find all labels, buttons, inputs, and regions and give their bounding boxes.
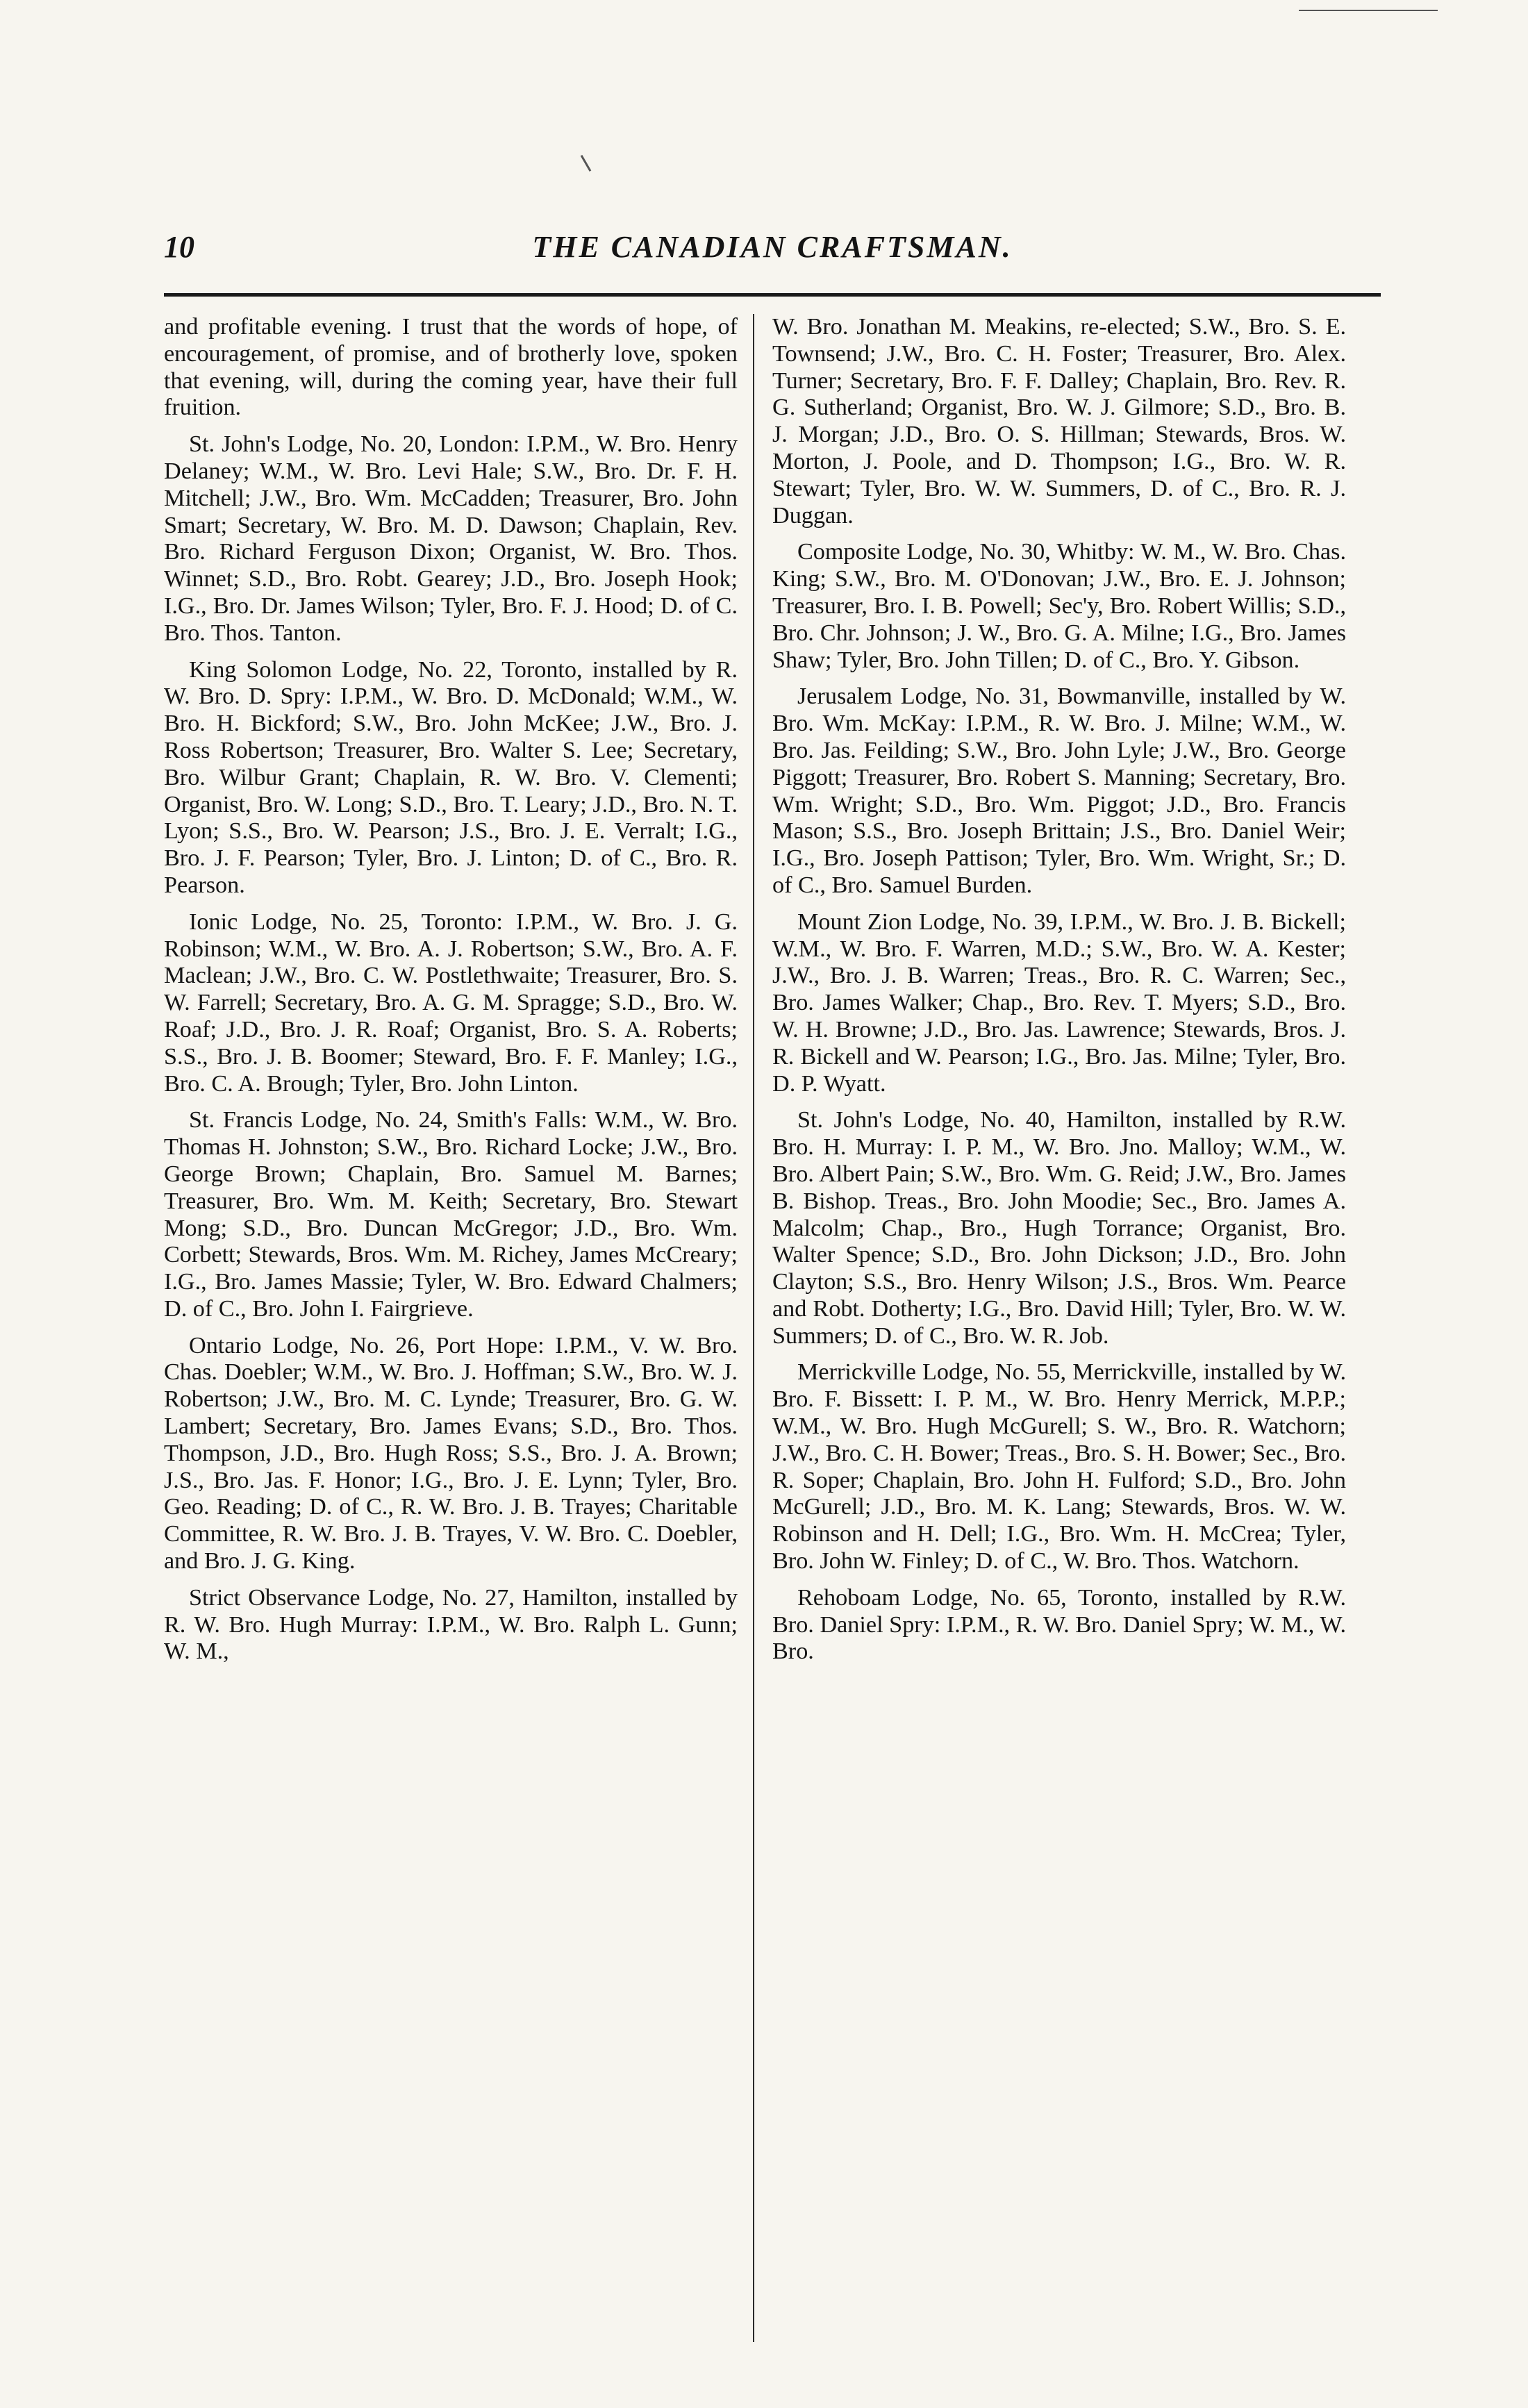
lodge-entry-king-solomon-22: King Solomon Lodge, No. 22, Toronto, installed by R. W. Bro. D. Spry: I.P.M., W. Bro. D. McDonald; W.M., W. Bro. H. Bickford; S.W., Bro. John McKee; J.W., Bro. J. Ross Robertson; Treasurer, Bro. Walter S. Lee; Secretary, Bro. Wilbur Grant; Chaplain, R. W. Bro. V. Clementi; Organist, Bro. W. Long; S.D., Bro. T. Leary; J.D., Bro. N. T. Lyon; S.S., Bro. W. Pearson; J.S., Bro. J. E. Verralt; I.G., Bro. J. F. Pearson; Tyler, Bro. J. Linton; D. of C., Bro. R. Pearson. (164, 656, 738, 898)
lodge-entry-jerusalem-31: Jerusalem Lodge, No. 31, Bowmanville, installed by W. Bro. Wm. McKay: I.P.M., R. W. Bro. J. Milne; W.M., W. Bro. Jas. Feilding; S.W., Bro. John Lyle; J.W., Bro. George Piggott; Treasurer, Bro. Robert S. Manning; Secretary, Bro. Wm. Wright; S.D., Bro. Wm. Piggot; J.D., Bro. Francis Mason; S.S., Bro. Joseph Brittain; J.S., Bro. Daniel Weir; I.G., Bro. Joseph Pattison; Tyler, Bro. Wm. Wright, Sr.; D. of C., Bro. Samuel Burden. (772, 683, 1346, 898)
lodge-entry-mount-zion-39: Mount Zion Lodge, No. 39, I.P.M., W. Bro. J. B. Bickell; W.M., W. Bro. F. Warren, M.D.; S.W., Bro. W. A. Kester; J.W., Bro. J. B. Warren; Treas., Bro. R. C. Warren; Sec., Bro. James Walker; Chap., Bro. Rev. T. Myers; S.D., Bro. W. H. Browne; J.D., Bro. Jas. Lawrence; Stewards, Bros. J. R. Bickell and W. Pearson; I.G., Bro. Jas. Milne; Tyler, Bro. D. P. Wyatt. (772, 908, 1346, 1097)
page-header (164, 226, 1381, 275)
page-number: 10 (164, 230, 194, 264)
scan-mark-top-center (581, 155, 592, 172)
left-column (164, 314, 738, 1675)
paragraph: W. Bro. Jonathan M. Meakins, re-elected; S.W., Bro. S. E. Townsend; J.W., Bro. C. H. Foster; Treasurer, Bro. Alex. Turner; Secretary, Bro. F. F. Dalley; Chaplain, Bro. Rev. R. G. Sutherland; Organist, Bro. W. J. Gilmore; S.D., Bro. B. J. Morgan; J.D., Bro. O. S. Hillman; Stewards, Bros. W. Morton, J. Poole, and D. Thompson; I.G., Bro. W. R. Stewart; Tyler, Bro. W. W. Summers, D. of C., Bro. R. J. Duggan. (772, 314, 1346, 529)
lodge-entry-composite-30: Composite Lodge, No. 30, Whitby: W. M., W. Bro. Chas. King; S.W., Bro. M. O'Donovan; J.W., Bro. E. J. Johnson; Treasurer, Bro. I. B. Powell; Sec'y, Bro. Robert Willis; S.D., Bro. Chr. Johnson; J. W., Bro. G. A. Milne; I.G., Bro. James Shaw; Tyler, Bro. John Tillen; D. of C., Bro. Y. Gibson. (772, 539, 1346, 673)
lodge-entry-st-francis-24: St. Francis Lodge, No. 24, Smith's Falls: W.M., W. Bro. Thomas H. Johnston; S.W., Bro. Richard Locke; J.W., Bro. George Brown; Chaplain, Bro. Samuel M. Barnes; Treasurer, Bro. Wm. M. Keith; Secretary, Bro. Stewart Mong; S.D., Bro. Duncan McGregor; J.D., Bro. Wm. Corbett; Stewards, Bros. Wm. M. Richey, James McCreary; I.G., Bro. James Massie; Tyler, W. Bro. Edward Chalmers; D. of C., Bro. John I. Fairgrieve. (164, 1107, 738, 1322)
scan-mark-top-right (1299, 10, 1438, 11)
paragraph: and profitable evening. I trust that the words of hope, of encouragement, of promise, and of brotherly love, spoken that evening, will, during the coming year, have their full fruition. (164, 314, 738, 421)
running-title: THE CANADIAN CRAFTSMAN. (532, 230, 1013, 264)
lodge-entry-rehoboam-65: Rehoboam Lodge, No. 65, Toronto, installed by R.W. Bro. Daniel Spry: I.P.M., R. W. Bro. Daniel Spry; W. M., W. Bro. (772, 1584, 1346, 1665)
lodge-entry-ionic-25: Ionic Lodge, No. 25, Toronto: I.P.M., W. Bro. J. G. Robinson; W.M., W. Bro. A. J. Robertson; S.W., Bro. A. F. Maclean; J.W., Bro. C. W. Postlethwaite; Treasurer, Bro. S. W. Farrell; Secretary, Bro. A. G. M. Spragge; S.D., Bro. W. Roaf; J.D., Bro. J. R. Roaf; Organist, Bro. S. A. Roberts; S.S., Bro. J. B. Boomer; Steward, Bro. F. F. Manley; I.G., Bro. C. A. Brough; Tyler, Bro. John Linton. (164, 908, 738, 1097)
lodge-entry-st-johns-40: St. John's Lodge, No. 40, Hamilton, installed by R.W. Bro. H. Murray: I. P. M., W. Bro. Jno. Malloy; W.M., W. Bro. Albert Pain; S.W., Bro. Wm. G. Reid; J.W., Bro. James B. Bishop. Treas., Bro. John Moodie; Sec., Bro. James A. Malcolm; Chap., Bro., Hugh Torrance; Organist, Bro. Walter Spence; S.D., Bro. John Dickson; J.D., Bro. John Clayton; S.S., Bro. Henry Wilson; J.S., Bros. Wm. Pearce and Robt. Dotherty; I.G., Bro. David Hill; Tyler, Bro. W. W. Summers; D. of C., Bro. W. R. Job. (772, 1107, 1346, 1349)
lodge-entry-strict-observance-27: Strict Observance Lodge, No. 27, Hamilton, installed by R. W. Bro. Hugh Murray: I.P.M., W. Bro. Ralph L. Gunn; W. M., (164, 1584, 738, 1665)
lodge-entry-st-johns-20: St. John's Lodge, No. 20, London: I.P.M., W. Bro. Henry Delaney; W.M., W. Bro. Levi Hale; S.W., Bro. Dr. F. H. Mitchell; J.W., Bro. Wm. McCadden; Treasurer, Bro. John Smart; Secretary, W. Bro. M. D. Dawson; Chaplain, Rev. Bro. Richard Ferguson Dixon; Organist, W. Bro. Thos. Winnet; S.D., Bro. Robt. Gearey; J.D., Bro. Joseph Hook; I.G., Bro. Dr. James Wilson; Tyler, Bro. F. J. Hood; D. of C. Bro. Thos. Tanton. (164, 431, 738, 646)
right-column (772, 314, 1346, 1675)
column-divider (753, 314, 754, 2342)
lodge-entry-ontario-26: Ontario Lodge, No. 26, Port Hope: I.P.M., V. W. Bro. Chas. Doebler; W.M., W. Bro. J. Hoffman; S.W., Bro. W. J. Robertson; J.W., Bro. M. C. Lynde; Treasurer, Bro. G. W. Lambert; Secretary, Bro. James Evans; S.D., Bro. Thos. Thompson, J.D., Bro. Hugh Ross; S.S., Bro. J. A. Brown; J.S., Bro. Jas. F. Honor; I.G., Bro. J. E. Lynn; Tyler, Bro. Geo. Reading; D. of C., R. W. Bro. J. B. Trayes; Charitable Committee, R. W. Bro. J. B. Trayes, V. W. Bro. C. Doebler, and Bro. J. G. King. (164, 1332, 738, 1575)
header-rule (164, 293, 1381, 297)
lodge-entry-merrickville-55: Merrickville Lodge, No. 55, Merrickville, installed by W. Bro. F. Bissett: I. P. M., W. Bro. Henry Merrick, M.P.P.; W.M., W. Bro. Hugh McGurell; S. W., Bro. R. Watchorn; J.W., Bro. C. H. Bower; Treas., Bro. S. H. Bower; Sec., Bro. R. Soper; Chaplain, Bro. John H. Fulford; S.D., Bro. John McGurell; J.D., Bro. M. K. Lang; Stewards, Bros. W. W. Robinson and H. Dell; I.G., Bro. Wm. H. McCrea; Tyler, Bro. John W. Finley; D. of C., W. Bro. Thos. Watchorn. (772, 1359, 1346, 1575)
